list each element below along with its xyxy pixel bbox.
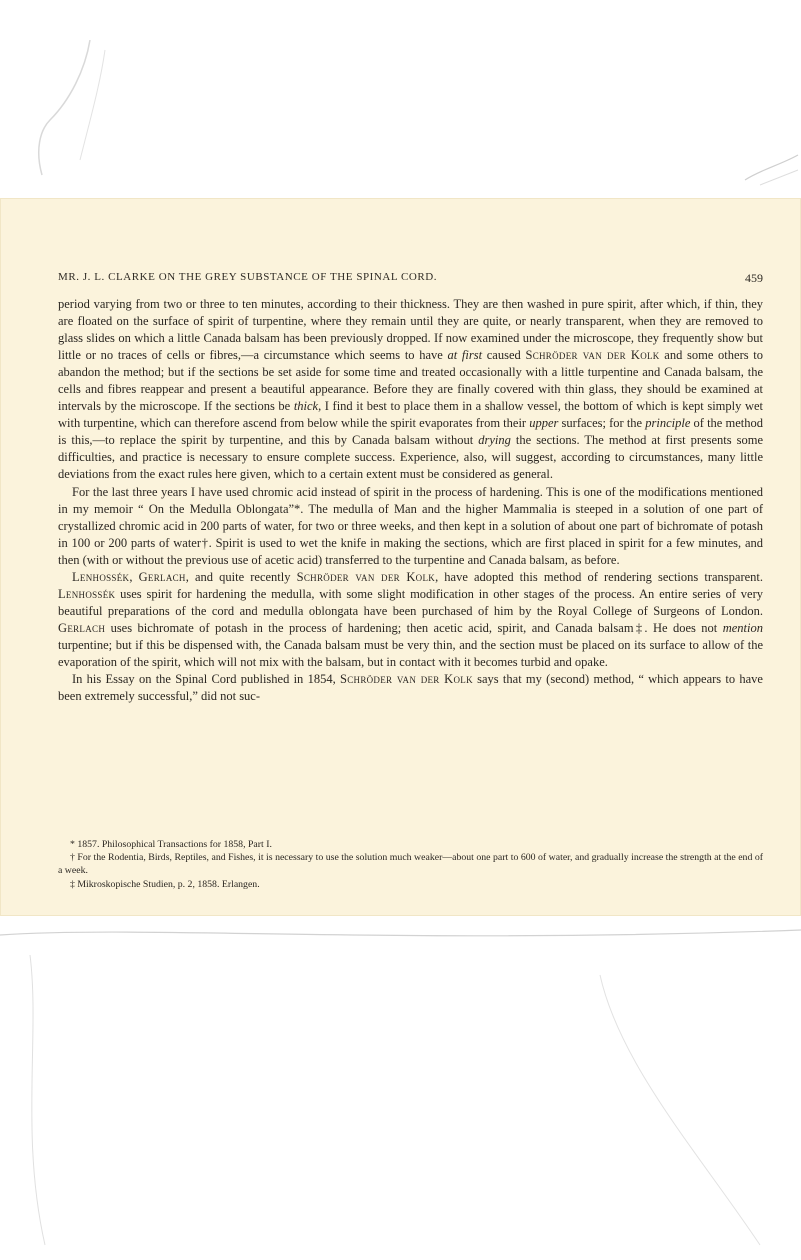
footnote-1: * 1857. Philosophical Transactions for 1858, Part I.	[70, 839, 272, 850]
author-name: Schröder van der Kolk	[525, 348, 660, 363]
page-number: 459	[745, 271, 763, 285]
emphasis: principle	[645, 416, 691, 431]
footnote-2: † For the Rodentia, Birds, Reptiles, and Fishes, it is necessary to use the solution much weaker—about one part to 600 of water, and gradually increase the strength at the end of a week.	[58, 852, 763, 877]
footnotes	[58, 838, 763, 891]
author-name: Gerlach	[138, 569, 186, 584]
author-name: Lenhossék	[72, 569, 130, 584]
author-name: Schröder van der Kolk	[296, 569, 436, 584]
background-mark-bottom	[0, 915, 801, 1260]
emphasis: thick	[293, 399, 319, 414]
book-page	[0, 198, 801, 916]
paragraph-3: Lenhossék, Gerlach, and quite recently Schröder van der Kolk, have adopted this method of rendering sections transparent. Lenhossék uses spirit for hardening the medulla, with some slight modification in other stages of the process. An entire series of very beautiful preparations of the cord and medulla oblongata have been purchased of him by the Royal College of Surgeons of London. Gerlach uses bichromate of potash in the process of hardening; then acetic acid, spirit, and Canada balsam‡. He does not mention turpentine; but if this be dispensed with, the Canada balsam must be very thin, and the section must be placed on its surface to allow of the evaporation of the spirit, which will not mix with the balsam, but in contact with it becomes turbid and opake.	[58, 569, 764, 669]
background-mark-corner	[740, 150, 800, 190]
running-head	[58, 271, 763, 283]
paragraph-4: In his Essay on the Spinal Cord published in 1854, Schröder van der Kolk says that my (second) method, “ which appears to have been extremely successful,” did not suc-	[58, 672, 763, 704]
emphasis: at first	[447, 348, 483, 363]
running-title: MR. J. L. CLARKE ON THE GREY SUBSTANCE OF THE SPINAL CORD.	[58, 271, 438, 283]
footnote-3: ‡ Mikroskopische Studien, p. 2, 1858. Erlangen.	[70, 878, 260, 890]
emphasis: mention	[722, 620, 763, 635]
author-name: Lenhossék	[58, 586, 116, 601]
background-mark-top	[30, 40, 120, 180]
emphasis: drying	[478, 433, 511, 448]
body-text	[58, 296, 763, 705]
author-name: Schröder van der Kolk	[339, 672, 473, 687]
emphasis: upper	[529, 416, 559, 431]
author-name: Gerlach	[58, 620, 106, 635]
paragraph-2: For the last three years I have used chromic acid instead of spirit in the process of hardening. This is one of the modifications mentioned in my memoir “ On the Medulla Oblongata”*. The medulla of Man and the higher Mammalia is steeped in a solution of one part of crystallized chromic acid in 200 parts of water, for two or three weeks, and then kept in a solution of about one part of bichromate of potash in 100 or 200 parts of water†. Spirit is used to wet the knife in making the sections, which are first placed in spirit for a few minutes, and then (with or without the previous use of acetic acid) transferred to the turpentine and Canada balsam, as before.	[58, 484, 763, 567]
paragraph-1: period varying from two or three to ten minutes, according to their thickness. They are then washed in pure spirit, after which, if thin, they are floated on the surface of spirit of turpentine, where they remain until they are quite, or nearly transparent, when they are removed to glass slides on which a little Canada balsam has been previously dropped. If now examined under the microscope, they frequently show but little or no traces of cells or fibres,—a circumstance which seems to have at first caused Schröder van der Kolk and some others to abandon the method; but if the sections be set aside for some time and treated occasionally with a little turpentine and Canada balsam, the cells and fibres reappear and present a beautiful appearance. Before they are finally covered with thin glass, they should be examined at intervals by the microscope. If the sections be thick, I find it best to place them in a shallow vessel, the bottom of which is kept simply wet with turpentine, which can therefore ascend from below while the spirit evaporates from their upper surfaces; for the principle of the method is this,—to replace the spirit by turpentine, and this by Canada balsam without drying the sections. The method at first presents some difficulties, and practice is necessary to ensure complete success. Experience, also, will suggest, according to circumstances, many little deviations from the exact rules here given, which to a certain extent must be considered as general.	[58, 297, 764, 482]
